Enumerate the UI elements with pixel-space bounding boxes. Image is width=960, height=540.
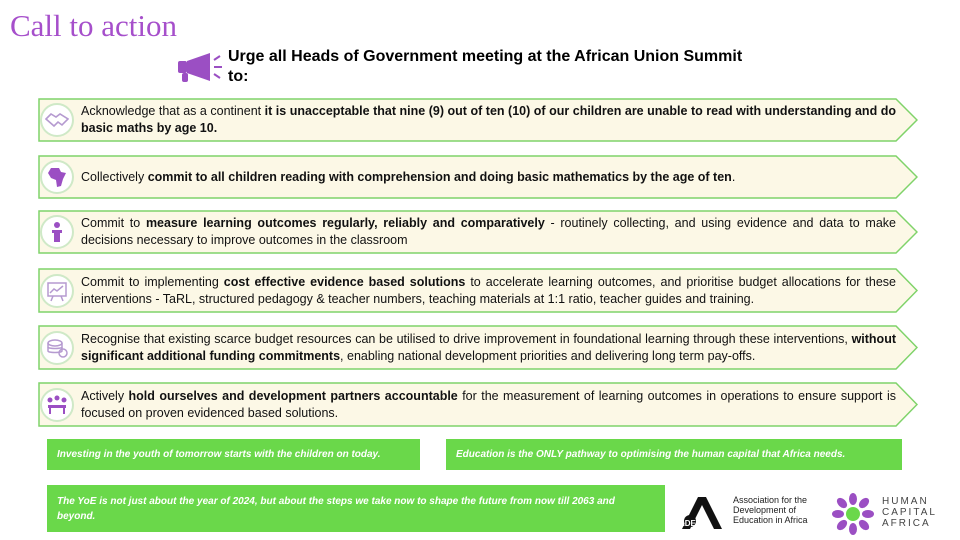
adea-name: Association for the Development of Education in Africa [733,495,808,525]
action-item-2 [38,155,918,199]
headline: Urge all Heads of Government meeting at the African Union Summit to: [228,48,743,85]
action-text-1: Acknowledge that as a continent it is unacceptable that nine (9) out of ten (10) of our children are unable to read with understanding and do basic maths by age 10. [81,104,896,135]
action-item-6 [38,382,918,427]
hca-name [882,496,937,529]
podium-speaker-icon [40,215,74,249]
hca-line-3: AFRICA [882,518,931,529]
adea-mark-text: ADEA [679,519,702,528]
page-title: Call to action [10,8,178,43]
message-box-left [47,439,420,470]
handshake-icon [40,103,74,137]
hca-line-2: CAPITAL [882,507,937,518]
adea-logo [676,495,728,531]
message-box-right [446,439,902,470]
action-item-1 [38,98,918,142]
action-item-5 [38,325,918,370]
message-left-text: Investing in the youth of tomorrow starts with the children on today. [57,449,381,460]
action-text-5: Recognise that existing scarce budget resources can be utilised to drive improvement in foundational learning through these interventions, without significant additional funding commitments, enabling national development priorities and delivering long term pay-offs. [81,332,896,363]
action-text-2: Collectively commit to all children reading with comprehension and doing basic mathematics by the age of ten. [81,170,736,184]
megaphone-icon [176,52,224,84]
action-item-3 [38,210,918,254]
message-bottom-text: The YoE is not just about the year of 2024, but about the steps we take now to shape the future from now till 2063 and beyond. [57,496,615,522]
chart-board-icon [40,274,74,308]
action-text-6: Actively hold ourselves and development partners accountable for the measurement of learning outcomes in operations to ensure support is focused on proven evidenced based solutions. [81,389,896,420]
africa-map-icon [40,160,74,194]
message-box-bottom [47,485,665,532]
money-stack-icon [40,331,74,365]
action-item-4 [38,268,918,313]
message-right-text: Education is the ONLY pathway to optimising the human capital that Africa needs. [456,449,846,460]
action-text-4: Commit to implementing cost effective evidence based solutions to accelerate learning outcomes, and prioritise budget allocations for these interventions - TaRL, structured pedagogy & teacher numbers, teaching materials at 1:1 ratio, teacher guides and training. [81,275,896,306]
hca-line-1: HUMAN [882,496,929,507]
meeting-group-icon [40,388,74,422]
action-text-3: Commit to measure learning outcomes regularly, reliably and comparatively - routinely collecting, and using evidence and data to make decisions necessary to improve outcomes in the classroom [81,216,896,247]
hca-logo [832,493,874,535]
